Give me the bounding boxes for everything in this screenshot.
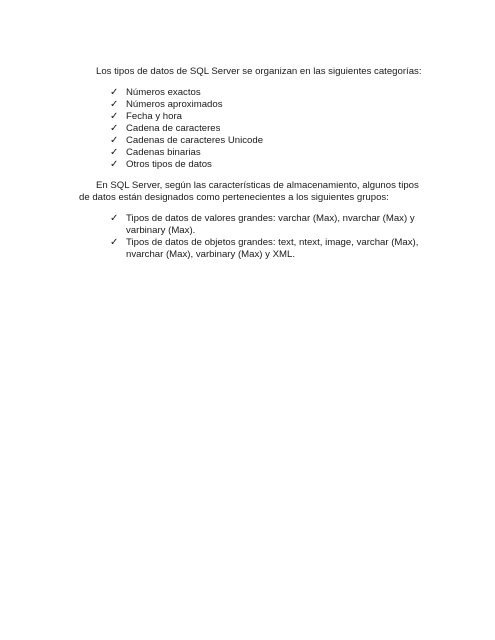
checkmark-icon: ✓: [110, 135, 119, 146]
checkmark-icon: ✓: [110, 237, 119, 248]
list-item-text: Fecha y hora: [126, 111, 182, 122]
checkmark-icon: ✓: [110, 213, 119, 224]
checkmark-icon: ✓: [110, 87, 119, 98]
categories-list: [79, 87, 424, 171]
list-item: [110, 159, 424, 171]
document-body: [79, 66, 424, 270]
list-item-text: Cadena de caracteres: [126, 123, 221, 134]
list-item-text: Números aproximados: [126, 99, 223, 110]
checkmark-icon: ✓: [110, 123, 119, 134]
list-item: [110, 147, 424, 159]
list-item-text: Cadenas binarias: [126, 147, 201, 158]
list-item: [110, 135, 424, 147]
list-item-text: Otros tipos de datos: [126, 159, 212, 170]
list-item-text: Tipos de datos de valores grandes: varchar (Max), nvarchar (Max) y varbinary (Max).: [126, 213, 415, 236]
checkmark-icon: ✓: [110, 159, 119, 170]
list-item: [110, 87, 424, 99]
checkmark-icon: ✓: [110, 147, 119, 158]
checkmark-icon: ✓: [110, 111, 119, 122]
list-item: [110, 111, 424, 123]
list-item-text: Cadenas de caracteres Unicode: [126, 135, 264, 146]
checkmark-icon: ✓: [110, 99, 119, 110]
intro-paragraph: Los tipos de datos de SQL Server se organizan en las siguientes categorías:: [96, 66, 422, 77]
list-item: [110, 213, 424, 237]
list-item: [110, 99, 424, 111]
groups-list: [79, 213, 424, 261]
list-item: [110, 123, 424, 135]
list-item-text: Tipos de datos de objetos grandes: text, ntext, image, varchar (Max), nvarchar (Max), varbinary (Max) y XML.: [126, 237, 419, 260]
list-item: [110, 237, 424, 261]
storage-paragraph: En SQL Server, según las características de almacenamiento, algunos tipos de datos están designados como pertenecientes a los siguientes grupos:: [79, 180, 419, 203]
list-item-text: Números exactos: [126, 87, 201, 98]
